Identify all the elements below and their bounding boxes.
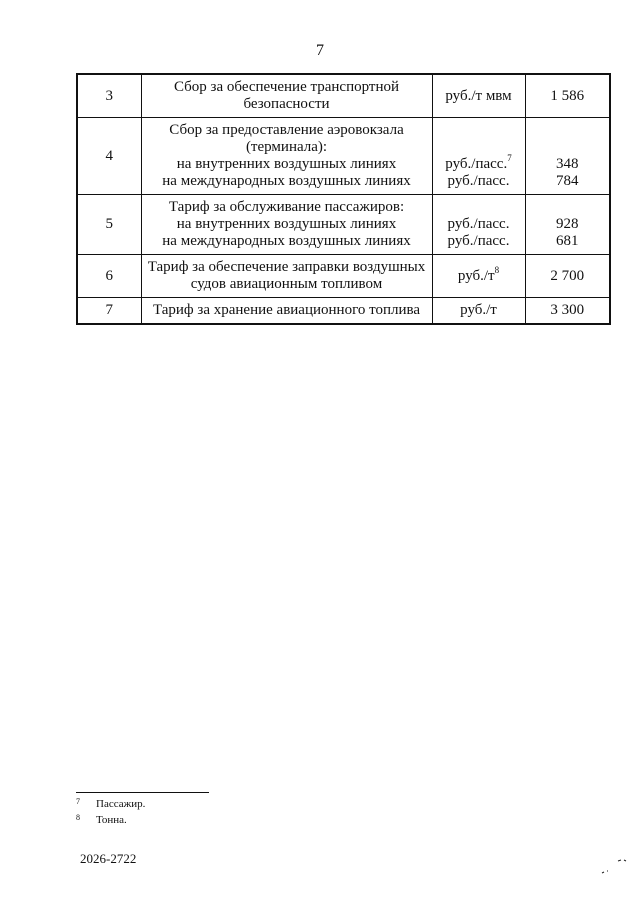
unit-text: руб./пасс. bbox=[447, 233, 510, 249]
footnote-ref: 8 bbox=[494, 264, 500, 275]
service-name bbox=[141, 118, 432, 195]
row-number: 4 bbox=[77, 118, 141, 195]
footnote-text: Пассажир. bbox=[96, 798, 146, 810]
document-code: 2026-2722 bbox=[80, 851, 137, 866]
unit-cell bbox=[432, 255, 525, 298]
unit-text: руб./пасс. bbox=[447, 173, 510, 189]
row-number: 5 bbox=[77, 195, 141, 255]
service-name-line: на международных воздушных линиях bbox=[162, 233, 411, 249]
footnote bbox=[76, 796, 145, 812]
value-cell bbox=[525, 255, 610, 298]
table-row bbox=[77, 255, 610, 298]
unit-line bbox=[433, 264, 525, 285]
footnote-text: Тонна. bbox=[96, 814, 127, 826]
unit-text: руб./пасс. bbox=[447, 216, 510, 232]
footnotes bbox=[76, 796, 145, 828]
value-text: 348 bbox=[556, 156, 579, 172]
footnote bbox=[76, 812, 145, 828]
row-number: 6 bbox=[77, 255, 141, 298]
table-row bbox=[77, 298, 610, 325]
service-name-line: судов авиационным топливом bbox=[190, 276, 383, 292]
service-name-line: Тариф за обслуживание пассажиров: bbox=[168, 199, 405, 215]
value-cell bbox=[525, 74, 610, 118]
value-cell bbox=[525, 298, 610, 325]
service-name-line: Сбор за обеспечение транспортной bbox=[173, 79, 400, 95]
row-number: 3 bbox=[77, 74, 141, 118]
unit-cell bbox=[432, 118, 525, 195]
service-name-line: (терминала): bbox=[245, 139, 328, 155]
value-text: 1 586 bbox=[550, 87, 585, 104]
scan-artifact-marks bbox=[598, 855, 634, 877]
unit-cell bbox=[432, 298, 525, 325]
unit-text: руб./пасс. bbox=[445, 156, 508, 172]
value-text: 784 bbox=[556, 173, 579, 189]
unit-text: руб./т bbox=[457, 267, 495, 284]
table-row bbox=[77, 118, 610, 195]
unit-text: руб./т мвм bbox=[445, 87, 512, 104]
service-name-line: на внутренних воздушных линиях bbox=[176, 156, 397, 172]
tariff-table bbox=[76, 73, 611, 325]
service-name-line: на внутренних воздушных линиях bbox=[176, 216, 397, 232]
value-cell bbox=[525, 118, 610, 195]
row-number: 7 bbox=[77, 298, 141, 325]
value-text: 3 300 bbox=[550, 302, 585, 318]
page-number: 7 bbox=[316, 42, 324, 59]
footnote-mark: 8 bbox=[76, 813, 80, 822]
service-name bbox=[141, 195, 432, 255]
unit-cell bbox=[432, 195, 525, 255]
service-name-line: Тариф за хранение авиационного топлива bbox=[152, 302, 421, 318]
service-name bbox=[141, 298, 432, 325]
table-row bbox=[77, 74, 610, 118]
unit-cell bbox=[432, 74, 525, 118]
footnote-ref: 7 bbox=[507, 153, 512, 163]
value-cell bbox=[525, 195, 610, 255]
value-text: 681 bbox=[556, 233, 579, 249]
footnote-mark: 7 bbox=[76, 797, 80, 806]
service-name-line: безопасности bbox=[243, 96, 330, 112]
footnote-divider bbox=[76, 792, 209, 793]
table-row bbox=[77, 195, 610, 255]
value-text: 928 bbox=[556, 216, 579, 232]
service-name-line: Тариф за обеспечение заправки воздушных bbox=[147, 259, 426, 275]
service-name bbox=[141, 74, 432, 118]
service-name-line: на международных воздушных линиях bbox=[162, 173, 411, 189]
value-text: 2 700 bbox=[550, 267, 585, 284]
unit-text: руб./т bbox=[460, 302, 497, 318]
unit-line bbox=[433, 153, 525, 173]
service-name bbox=[141, 255, 432, 298]
service-name-line: Сбор за предоставление аэровокзала bbox=[169, 122, 404, 138]
